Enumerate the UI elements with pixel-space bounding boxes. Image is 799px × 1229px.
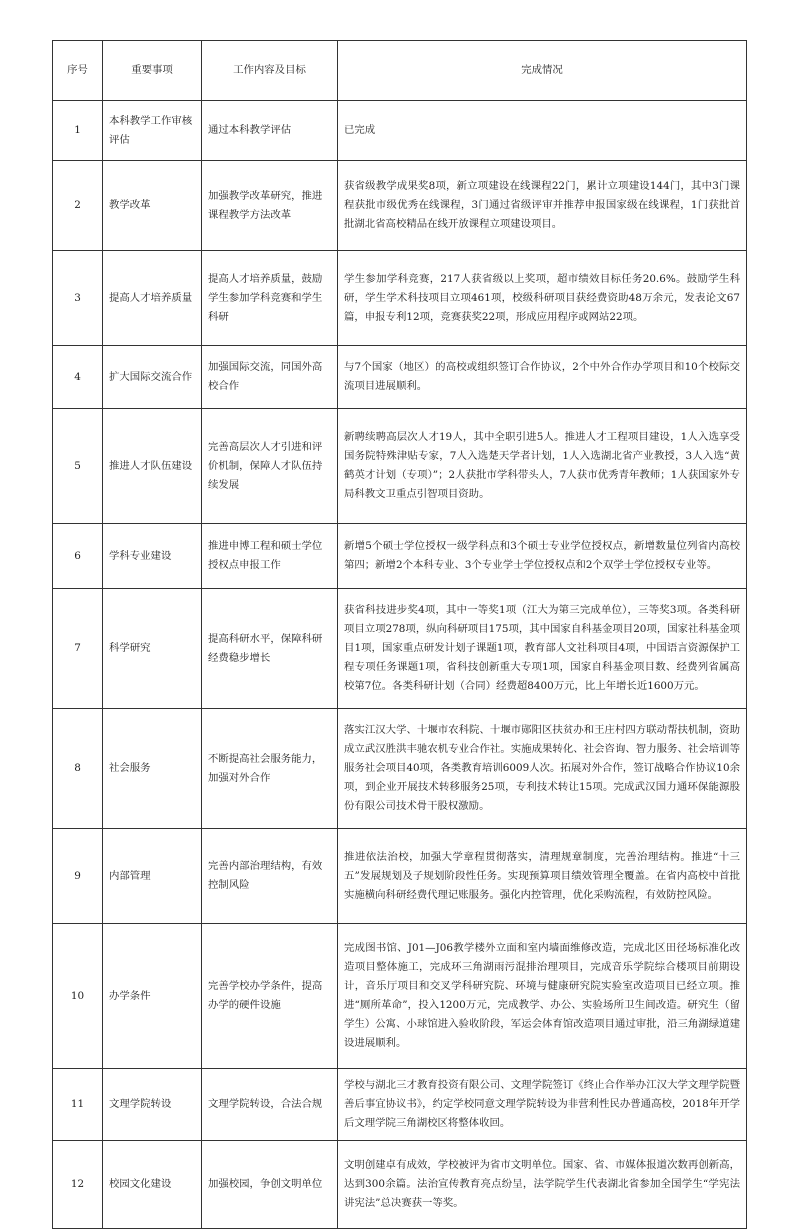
- table-row: [53, 709, 747, 829]
- row-goal: 文理学院转设，合法合规: [202, 1069, 338, 1141]
- table-row: [53, 101, 747, 161]
- row-no: 1: [53, 101, 103, 161]
- table-row: [53, 251, 747, 346]
- row-item: 内部管理: [103, 829, 202, 924]
- table-row: [53, 829, 747, 924]
- row-result: 完成图书馆、J01—J06教学楼外立面和室内墙面维修改造，完成北区田径场标准化改造项目整体施工，完成环三角湖雨污混排治理项目，完成音乐学院综合楼项目前期设计，音乐厅项目和交叉学科研究院、环境与健康研究院实验室改造项目已经立项。推进“厕所革命”，投入1200万元，完成教学、办公、实验场所卫生间改造。研究生（留学生）公寓、小球馆进入验收阶段，军运会体育馆改造项目通过审批，沿三角湖绿道建设进展顺利。: [338, 924, 747, 1069]
- row-goal: 不断提高社会服务能力，加强对外合作: [202, 709, 338, 829]
- row-item: 办学条件: [103, 924, 202, 1069]
- header-no: 序号: [53, 41, 103, 101]
- row-item: 教学改革: [103, 161, 202, 251]
- table-row: [53, 1141, 747, 1229]
- row-goal: 提高科研水平，保障科研经费稳步增长: [202, 589, 338, 709]
- row-result: 落实江汉大学、十堰市农科院、十堰市郧阳区扶贫办和王庄村四方联动帮扶机制，资助成立武汉胜洪丰驰农机专业合作社。实施成果转化、社会咨询、智力服务、社会培训等服务社会项目40项，各类教育培训6009人次。拓展对外合作，签订战略合作协议10余项，到企业开展技术转移服务25项，专利技术转让15项。完成武汉国力通环保能源股份有限公司技术骨干股权激励。: [338, 709, 747, 829]
- row-goal: 完善学校办学条件，提高办学的硬件设施: [202, 924, 338, 1069]
- row-no: 8: [53, 709, 103, 829]
- row-no: 3: [53, 251, 103, 346]
- work-summary-table: [52, 40, 747, 1229]
- table-row: [53, 1069, 747, 1141]
- row-item: 校园文化建设: [103, 1141, 202, 1229]
- row-result: 已完成: [338, 101, 747, 161]
- row-no: 4: [53, 346, 103, 409]
- row-result: 获省级教学成果奖8项，新立项建设在线课程22门，累计立项建设144门，其中3门课程获批市级优秀在线课程，3门通过省级评审并推荐申报国家级在线课程，1门获批首批湖北省高校精品在线开放课程立项建设项目。: [338, 161, 747, 251]
- row-goal: 通过本科教学评估: [202, 101, 338, 161]
- row-no: 11: [53, 1069, 103, 1141]
- row-result: 新增5个硕士学位授权一级学科点和3个硕士专业学位授权点，新增数量位列省内高校第四；新增2个本科专业、3个专业学士学位授权点和2个双学士学位授权专业等。: [338, 524, 747, 589]
- row-no: 10: [53, 924, 103, 1069]
- row-no: 5: [53, 409, 103, 524]
- row-item: 本科教学工作审核评估: [103, 101, 202, 161]
- row-item: 学科专业建设: [103, 524, 202, 589]
- row-goal: 加强校园，争创文明单位: [202, 1141, 338, 1229]
- row-no: 12: [53, 1141, 103, 1229]
- row-result: 与7个国家（地区）的高校或组织签订合作协议，2个中外合作办学项目和10个校际交流项目进展顺利。: [338, 346, 747, 409]
- row-result: 新聘续聘高层次人才19人，其中全职引进5人。推进人才工程项目建设，1人入选享受国务院特殊津贴专家，7人入选楚天学者计划，1人入选湖北省产业教授，3人入选“黄鹤英才计划（专项）”；2人获批市学科带头人，7人获市优秀青年教师；1人获国家外专局科教文卫重点引智项目资助。: [338, 409, 747, 524]
- header-goal: 工作内容及目标: [202, 41, 338, 101]
- header-item: 重要事项: [103, 41, 202, 101]
- table-row: [53, 524, 747, 589]
- row-result: 学校与湖北三才教育投资有限公司、文理学院签订《终止合作举办江汉大学文理学院暨善后事宜协议书》，约定学校同意文理学院转设为非营利性民办普通高校，2018年开学后文理学院三角湖校区将整体收回。: [338, 1069, 747, 1141]
- table-row: [53, 409, 747, 524]
- header-row: [53, 41, 747, 101]
- row-result: 推进依法治校，加强大学章程贯彻落实，清理规章制度，完善治理结构。推进“十三五”发展规划及子规划阶段性任务。实现预算项目绩效管理全覆盖。在省内高校中首批实施横向科研经费代理记账服务。强化内控管理，优化采购流程，有效防控风险。: [338, 829, 747, 924]
- row-goal: 加强国际交流，同国外高校合作: [202, 346, 338, 409]
- row-item: 社会服务: [103, 709, 202, 829]
- table-row: [53, 161, 747, 251]
- row-item: 文理学院转设: [103, 1069, 202, 1141]
- header-result: 完成情况: [338, 41, 747, 101]
- row-no: 2: [53, 161, 103, 251]
- row-goal: 推进申博工程和硕士学位授权点申报工作: [202, 524, 338, 589]
- row-result: 获省科技进步奖4项，其中一等奖1项（江大为第三完成单位），三等奖3项。各类科研项目立项278项，纵向科研项目175项，其中国家自科基金项目20项，国家社科基金项目1项，国家重点研发计划子课题1项，教育部人文社科项目4项，中国语言资源保护工程专项任务课题1项，省科技创新重大专项1项，国家自科基金项目数、经费列省属高校第7位。各类科研计划（合同）经费超8400万元，比上年增长近1600万元。: [338, 589, 747, 709]
- row-no: 9: [53, 829, 103, 924]
- row-goal: 加强教学改革研究，推进课程教学方法改革: [202, 161, 338, 251]
- row-item: 科学研究: [103, 589, 202, 709]
- row-item: 扩大国际交流合作: [103, 346, 202, 409]
- row-goal: 完善高层次人才引进和评价机制，保障人才队伍持续发展: [202, 409, 338, 524]
- row-item: 提高人才培养质量: [103, 251, 202, 346]
- table-row: [53, 346, 747, 409]
- table-row: [53, 589, 747, 709]
- table-row: [53, 924, 747, 1069]
- row-goal: 完善内部治理结构，有效控制风险: [202, 829, 338, 924]
- row-no: 7: [53, 589, 103, 709]
- row-result: 学生参加学科竞赛，217人获省级以上奖项，超市绩效目标任务20.6%。鼓励学生科研，学生学术科技项目立项461项，校级科研项目获经费资助48万余元，发表论文67篇，申报专利12项，竞赛获奖22项，形成应用程序或网站22项。: [338, 251, 747, 346]
- row-no: 6: [53, 524, 103, 589]
- row-goal: 提高人才培养质量，鼓励学生参加学科竞赛和学生科研: [202, 251, 338, 346]
- row-item: 推进人才队伍建设: [103, 409, 202, 524]
- row-result: 文明创建卓有成效，学校被评为省市文明单位。国家、省、市媒体报道次数再创新高，达到300余篇。法治宣传教育亮点纷呈，法学院学生代表湖北省参加全国学生“学宪法讲宪法”总决赛获一等奖。: [338, 1141, 747, 1229]
